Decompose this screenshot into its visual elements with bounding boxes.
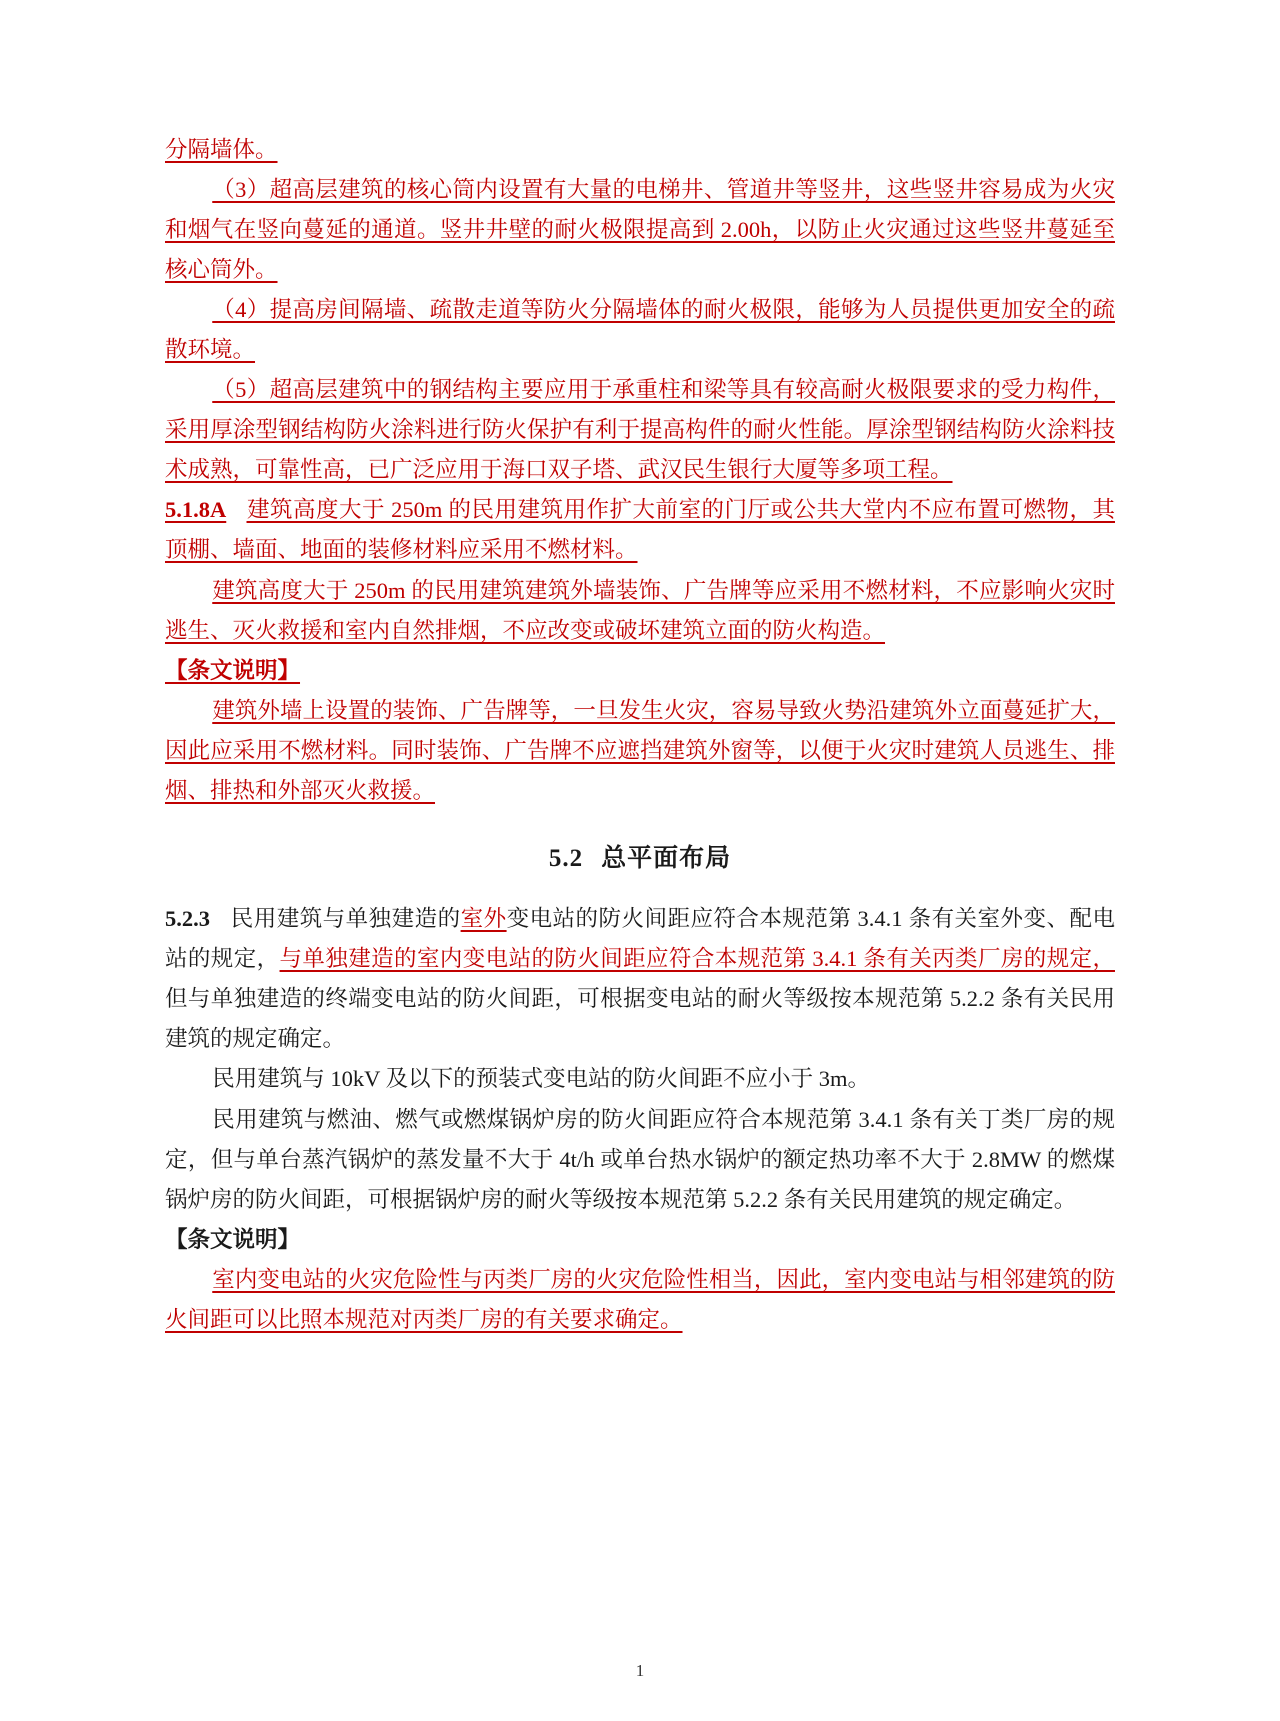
clause-5-2-3-para-3: 民用建筑与燃油、燃气或燃煤锅炉房的防火间距应符合本规范第 3.4.1 条有关丁类厂房的规定，但与单台蒸汽锅炉的蒸发量不大于 4t/h 或单台热水锅炉的额定热功率不大于 2.8MW 的燃煤锅炉房的防火间距，可根据锅炉房的耐火等级按本规范第 5.2.2 条有关民用建筑的规定确定。 xyxy=(165,1106,1115,1212)
clause-run-4-revision: 与单独建造的室内变电站的防火间距应符合本规范第 3.4.1 条有关丙类厂房的规定， xyxy=(279,946,1115,972)
clause-5-2-3-para-2: 民用建筑与 10kV 及以下的预装式变电站的防火间距不应小于 3m。 xyxy=(212,1066,870,1092)
paragraph-continuation: 分隔墙体。 xyxy=(165,137,278,162)
page-number: 1 xyxy=(635,1661,645,1680)
clause-5-2-3 xyxy=(165,899,1115,1059)
clause-run-5: 但与单独建造的终端变电站的防火间距，可根据变电站的耐火等级按本规范第 5.2.2 条有关民用建筑的规定确定。 xyxy=(165,986,1115,1052)
clause-run-2-revision: 室外 xyxy=(460,906,507,932)
note-label: 【条文说明】 xyxy=(165,1226,301,1252)
clause-number: 5.1.8A xyxy=(165,497,227,523)
section-number: 5.2 xyxy=(548,844,584,872)
document-body xyxy=(165,130,1115,1340)
clause-run-1: 民用建筑与单独建造的 xyxy=(230,906,461,932)
paragraph-item-3: （3）超高层建筑的核心筒内设置有大量的电梯井、管道井等竖井，这些竖井容易成为火灾和烟气在竖向蔓延的通道。竖井井壁的耐火极限提高到 2.00h，以防止火灾通过这些竖井蔓延至核心筒外。 xyxy=(165,177,1115,283)
section-heading xyxy=(165,837,1115,882)
note-label: 【条文说明】 xyxy=(165,657,301,683)
clause-number: 5.2.3 xyxy=(165,906,210,932)
note-heading-black xyxy=(165,1220,1115,1260)
clause-5-1-8A xyxy=(165,490,1115,570)
clause-text: 建筑高度大于 250m 的民用建筑用作扩大前室的门厅或公共大堂内不应布置可燃物，其顶棚、墙面、地面的装修材料应采用不燃材料。 xyxy=(165,497,1115,563)
note-body-red: 建筑外墙上设置的装饰、广告牌等，一旦发生火灾，容易导致火势沿建筑外立面蔓延扩大，因此应采用不燃材料。同时装饰、广告牌不应遮挡建筑外窗等，以便于火灾时建筑人员逃生、排烟、排热和外部灭火救援。 xyxy=(165,697,1115,803)
section-title-text: 总平面布局 xyxy=(601,844,732,872)
paragraph-item-5: （5）超高层建筑中的钢结构主要应用于承重柱和梁等具有较高耐火极限要求的受力构件，采用厚涂型钢结构防火涂料进行防火保护有利于提高构件的耐火性能。厚涂型钢结构防火涂料技术成熟，可靠性高，已广泛应用于海口双子塔、武汉民生银行大厦等多项工程。 xyxy=(165,377,1115,483)
note-heading-red xyxy=(165,651,1115,691)
note-body-red-2: 室内变电站的火灾危险性与丙类厂房的火灾危险性相当，因此，室内变电站与相邻建筑的防火间距可以比照本规范对丙类厂房的有关要求确定。 xyxy=(165,1266,1115,1332)
clause-5-1-8A-para-2: 建筑高度大于 250m 的民用建筑建筑外墙装饰、广告牌等应采用不燃材料，不应影响火灾时逃生、灭火救援和室内自然排烟，不应改变或破坏建筑立面的防火构造。 xyxy=(165,577,1115,643)
clause-run-3: 变电站的防火间距应符合本规范第 3.4.1 条有关室外变、配电站的规定， xyxy=(165,906,1115,972)
paragraph-item-4: （4）提高房间隔墙、疏散走道等防火分隔墙体的耐火极限，能够为人员提供更加安全的疏散环境。 xyxy=(165,297,1115,363)
